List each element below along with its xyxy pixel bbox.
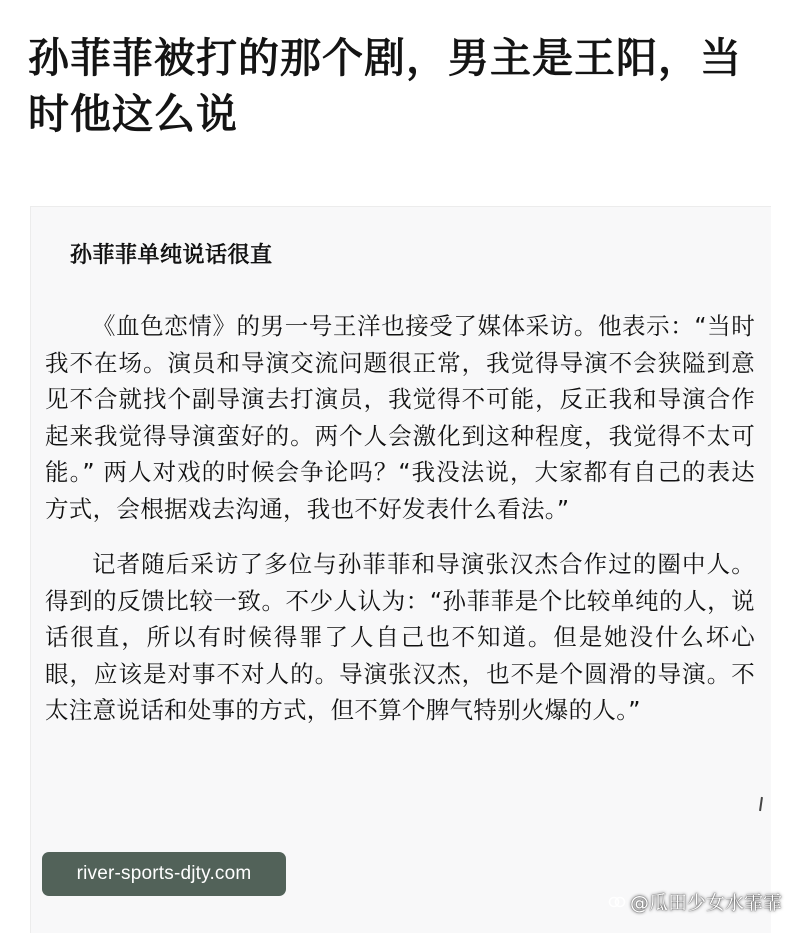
credit-text: @瓜田少女水霏霏 (629, 892, 782, 914)
document-paragraph: 《血色恋情》的男一号王洋也接受了媒体采访。他表示：“当时我不在场。演员和导演交流问题很正常，我觉得导演不会狭隘到意见不合就找个副导演去打演员，我觉得不可能，反正我和导演合作起来我觉得导演蛮好的。两个人会激化到这种程度，我觉得不太可能。” 两人对戏的时候会争论吗？“我没法说，大家都有自己的表达方式，会根据戏去沟通，我也不好发表什么看法。” (45, 312, 755, 523)
document-subtitle: 孙菲菲单纯说话很直 (70, 243, 273, 268)
document-paragraph: 记者随后采访了多位与孙菲菲和导演张汉杰合作过的圈中人。得到的反馈比较一致。不少人认为：“孙菲菲是个比较单纯的人，说话很直，所以有时候得罪了人自己也不知道。但是她没什么坏心眼，应该是对事不对人的。导演张汉杰，也不是个圆滑的导演。不太注意说话和处事的方式，但不算个脾气特别火爆的人。” (45, 550, 755, 724)
author-credit (608, 888, 782, 915)
document-body (45, 308, 755, 748)
watermark-badge: river-sports-djty.com (42, 852, 286, 896)
article-headline: 孙菲菲被打的那个剧，男主是王阳，当时他这么说 (28, 34, 742, 138)
source-logo-icon (608, 893, 626, 911)
